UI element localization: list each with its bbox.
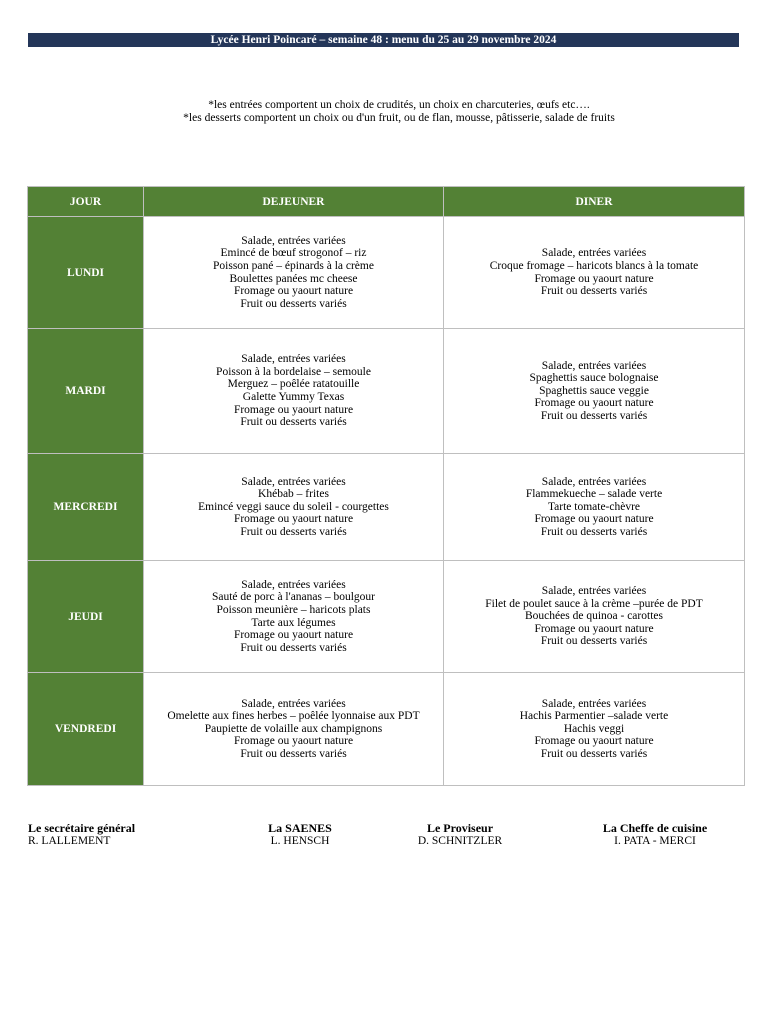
menu-item: Tarte aux légumes: [251, 616, 336, 629]
signature-proviseur: [405, 822, 515, 848]
menu-item: Fruit ou desserts variés: [540, 635, 648, 648]
menu-item: Spaghettis sauce veggie: [539, 384, 649, 397]
day-cell: JEUDI: [28, 561, 144, 673]
diner-cell: [444, 217, 745, 329]
diner-cell: [444, 454, 745, 561]
menu-item: Sauté de porc à l'ananas – boulgour: [211, 591, 376, 604]
menu-item: Poisson pané – épinards à la crème: [213, 259, 374, 272]
menu-item: Emincé de bœuf strogonof – riz: [220, 247, 367, 260]
menu-item: Salade, entrées variées: [241, 697, 346, 710]
table-header-row: [28, 187, 745, 217]
menu-item: Fruit ou desserts variés: [240, 297, 347, 310]
diner-cell: [444, 329, 745, 454]
menu-item: Boulettes panées mc cheese: [229, 272, 358, 285]
note-desserts: *les desserts comportent un choix ou d'un fruit, ou de flan, mousse, pâtisserie, salade de fruits: [183, 112, 615, 124]
signature-cheffe: [590, 822, 720, 848]
menu-item: Tarte tomate-chèvre: [547, 500, 641, 513]
dejeuner-cell: [144, 217, 444, 329]
menu-item: Salade, entrées variées: [241, 578, 346, 591]
header-jour: JOUR: [28, 187, 144, 217]
menu-item: Fromage ou yaourt nature: [534, 397, 654, 410]
menu-item: Fruit ou desserts variés: [540, 747, 648, 760]
menu-notes: [0, 99, 768, 125]
menu-item: Salade, entrées variées: [541, 585, 647, 598]
menu-item: Fromage ou yaourt nature: [233, 629, 354, 642]
menu-item: Paupiette de volaille aux champignons: [204, 722, 383, 735]
signature-role: Le secrétaire général: [28, 821, 136, 835]
table-row: [28, 329, 745, 454]
table-row: [28, 454, 745, 561]
table-row: [28, 561, 745, 673]
menu-item: Emincé veggi sauce du soleil - courgettes: [198, 500, 389, 513]
menu-item: Hachis veggi: [563, 722, 625, 735]
menu-item: Fromage ou yaourt nature: [233, 513, 354, 526]
signature-role: La SAENES: [268, 821, 332, 835]
diner-cell: [444, 561, 745, 673]
day-cell: VENDREDI: [28, 673, 144, 786]
menu-item: Fromage ou yaourt nature: [233, 403, 354, 416]
menu-item: Salade, entrées variées: [541, 359, 647, 372]
table-row: [28, 673, 745, 786]
signature-name: I. PATA - MERCI: [614, 835, 696, 847]
menu-item: Fromage ou yaourt nature: [233, 285, 354, 298]
menu-item: Salade, entrées variées: [241, 475, 346, 488]
menu-item: Fromage ou yaourt nature: [534, 513, 654, 526]
menu-item: Omelette aux fines herbes – poêlée lyonnaise aux PDT: [167, 710, 420, 723]
menu-item: Bouchées de quinoa - carottes: [525, 610, 663, 623]
menu-item: Merguez – poêlée ratatouille: [227, 378, 360, 391]
menu-item: Poisson à la bordelaise – semoule: [216, 365, 371, 378]
menu-item: Flammekueche – salade verte: [525, 488, 663, 501]
menu-item: Filet de poulet sauce à la crème –purée de PDT: [485, 597, 703, 610]
menu-item: Fruit ou desserts variés: [540, 525, 648, 538]
signature-secretaire: [28, 822, 135, 848]
menu-item: Fruit ou desserts variés: [540, 285, 648, 298]
menu-item: Croque fromage – haricots blancs à la tomate: [489, 259, 699, 272]
menu-item: Fruit ou desserts variés: [240, 525, 347, 538]
day-cell: MERCREDI: [28, 454, 144, 561]
menu-item: Fromage ou yaourt nature: [534, 735, 654, 748]
dejeuner-cell: [144, 673, 444, 786]
menu-item: Poisson meunière – haricots plats: [216, 603, 371, 616]
menu-item: Salade, entrées variées: [241, 234, 346, 247]
signature-saenes: [250, 822, 350, 848]
header-diner: DINER: [444, 187, 745, 217]
menu-item: Salade, entrées variées: [541, 247, 647, 260]
day-cell: MARDI: [28, 329, 144, 454]
signature-role: Le Proviseur: [426, 821, 494, 835]
signature-role: La Cheffe de cuisine: [602, 821, 708, 835]
menu-item: Fromage ou yaourt nature: [233, 735, 354, 748]
menu-item: Salade, entrées variées: [241, 353, 346, 366]
menu-item: Fromage ou yaourt nature: [534, 622, 654, 635]
dejeuner-cell: [144, 561, 444, 673]
menu-item: Khébab – frites: [258, 488, 329, 501]
dejeuner-cell: [144, 454, 444, 561]
note-entrees: *les entrées comportent un choix de crudités, un choix en charcuteries, œufs etc….: [208, 99, 590, 111]
menu-item: Salade, entrées variées: [541, 697, 647, 710]
header-dejeuner: DEJEUNER: [144, 187, 444, 217]
signature-name: L. HENSCH: [270, 835, 330, 847]
signature-name: D. SCHNITZLER: [417, 835, 503, 847]
menu-item: Fruit ou desserts variés: [240, 641, 347, 654]
diner-cell: [444, 673, 745, 786]
menu-item: Hachis Parmentier –salade verte: [519, 710, 669, 723]
menu-item: Galette Yummy Texas: [242, 391, 345, 403]
day-cell: LUNDI: [28, 217, 144, 329]
menu-item: Fruit ou desserts variés: [540, 409, 648, 422]
document-title: Lycée Henri Poincaré – semaine 48 : menu du 25 au 29 novembre 2024: [28, 33, 739, 47]
menu-item: Fromage ou yaourt nature: [534, 272, 654, 285]
weekly-menu-table: [27, 186, 745, 786]
menu-item: Salade, entrées variées: [541, 475, 647, 488]
menu-item: Fruit ou desserts variés: [240, 747, 347, 760]
menu-item: Spaghettis sauce bolognaise: [529, 372, 659, 385]
table-row: [28, 217, 745, 329]
menu-item: Fruit ou desserts variés: [240, 416, 347, 429]
dejeuner-cell: [144, 329, 444, 454]
signature-name: R. LALLEMENT: [28, 835, 111, 847]
